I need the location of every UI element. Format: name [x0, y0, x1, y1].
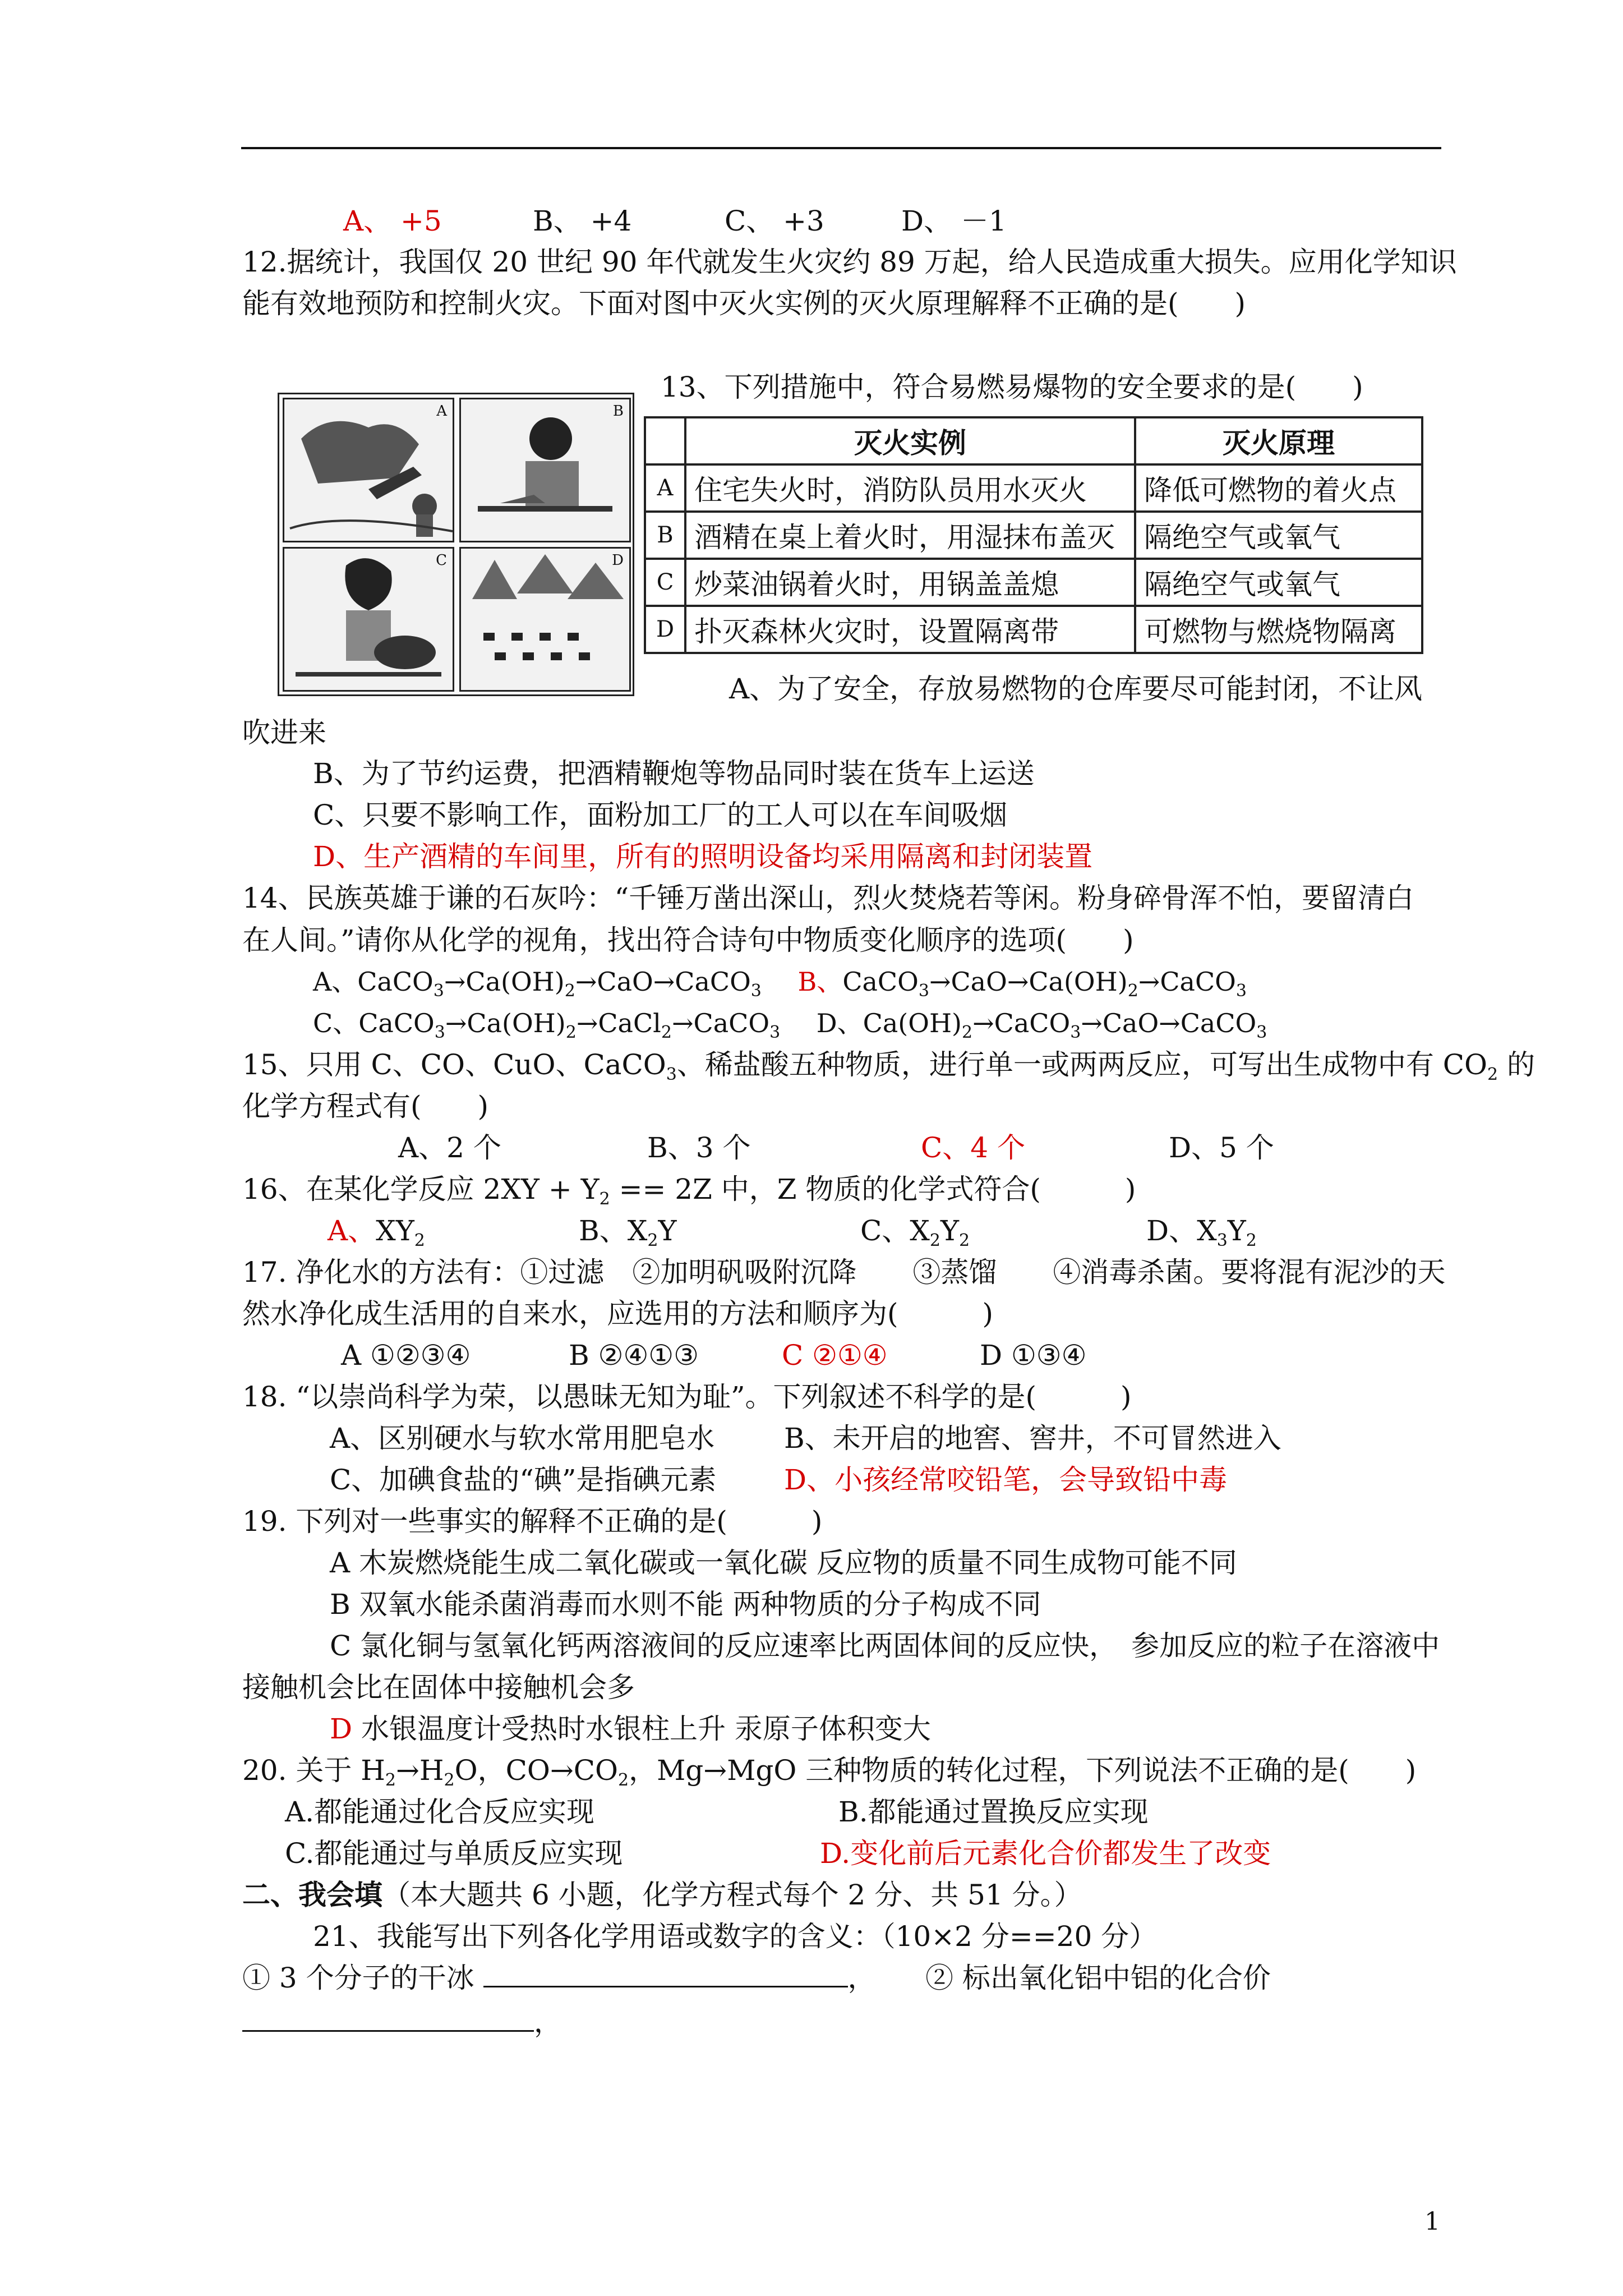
q11-option-a: A、 +5 — [343, 205, 442, 237]
q15-line-1: 15、只用 C、CO、CuO、CaCO$_3$、稀盐酸五种物质，进行单一或两两反应，可写出生成物中有 $CO_2$ 的 — [242, 1048, 1536, 1084]
q14-options-ab: A、$CaCO_3\to Ca(OH)_2\to CaO\to CaCO_3$ B、$CaCO_3\to CaO\to Ca(OH)_2\to CaCO_3$ — [313, 967, 1247, 1001]
q18-option-b: B、未开启的地窖、窖井，不可冒然进入 — [784, 1422, 1281, 1455]
firefighter-illustration — [284, 399, 453, 541]
q14-options-cd — [313, 1006, 1267, 1040]
q20-option-a: A.都能通过化合反应实现 — [285, 1796, 595, 1828]
fire-principle-table — [644, 416, 1423, 654]
q19-option-c-cont: 接触机会比在固体中接触机会多 — [242, 1671, 635, 1704]
q11-option-b: B、 +4 — [533, 205, 632, 237]
q14-option-d: D、$Ca(OH)_2\to CaCO_3\to CaO\to CaCO_3$ — [816, 1008, 1267, 1042]
q12-line-2: 能有效地预防和控制火灾。下面对图中灭火实例的灭火原理解释不正确的是( ) — [242, 287, 1246, 320]
q17-line-2: 然水净化成生活用的自来水，应选用的方法和顺序为( ) — [242, 1297, 994, 1330]
q14-option-c: C、$CaCO_3\to Ca(OH)_2\to CaCl_2\to CaCO_3$ — [313, 1008, 781, 1042]
q19-stem: 19. 下列对一些事实的解释不正确的是( ) — [242, 1505, 823, 1538]
q15-option-c: C、4 个 — [921, 1131, 1025, 1164]
q14-line-1: 14、民族英雄于谦的石灰吟：“千锤万凿出深山，烈火焚烧若等闲。粉身碎骨浑不怕，要留清白 — [242, 882, 1414, 914]
q21-item-2-blank-line: ， — [242, 2005, 562, 2039]
q20-option-c: C.都能通过与单质反应实现 — [285, 1837, 623, 1870]
picture-firefighter: A — [283, 398, 454, 542]
q13-option-c: C、只要不影响工作，面粉加工厂的工人可以在车间吸烟 — [313, 799, 1008, 831]
q16-option-d: D、$X_3Y_2$ — [1146, 1214, 1257, 1250]
q18-option-d: D、小孩经常咬铅笔，会导致铅中毒 — [784, 1464, 1228, 1496]
q17-option-d: D ①③④ — [980, 1339, 1087, 1372]
q16-stem: 16、在某化学反应 $2XY + Y_2 == 2Z$ 中，Z 物质的化学式符合( ) — [242, 1173, 1136, 1209]
q17-line-1: 17. 净化水的方法有：①过滤 ②加明矾吸附沉降 ③蒸馏 ④消毒杀菌。要将混有泥沙的天 — [242, 1256, 1446, 1289]
q13-option-a: A、为了安全，存放易燃物的仓库要尽可能封闭，不让风 — [729, 673, 1423, 705]
q15-option-d: D、5 个 — [1169, 1131, 1274, 1164]
q20-stem: 20. 关于 $H_2\to H_2O$，$CO\to CO_2$，Mg→MgO 三种物质的转化过程，下列说法不正确的是( ) — [242, 1754, 1417, 1790]
q14-option-b: B、 — [797, 967, 843, 997]
page-number: 1 — [1424, 2207, 1440, 2236]
col-header-principle: 灭火原理 — [1135, 417, 1422, 464]
q16-option-c: C、$X_2Y_2$ — [860, 1214, 970, 1250]
q21-stem: 21、我能写出下列各化学用语或数字的含义：（10×2 分==20 分） — [313, 1920, 1158, 1953]
q19-option-c: C 氯化铜与氢氧化钙两溶液间的反应速率比两固体间的反应快， 参加反应的粒子在溶液中 — [330, 1630, 1440, 1662]
table-row: A 住宅失火时，消防队员用水灭火 降低可燃物的着火点 — [645, 464, 1422, 512]
table-row: B 酒精在桌上着火时，用湿抹布盖灭 隔绝空气或氧气 — [645, 512, 1422, 559]
q16-option-b: B、$X_2Y$ — [579, 1214, 677, 1250]
q21-item-2: ② 标出氧化铝中铝的化合价 — [925, 1962, 1271, 1994]
q16-option-a: A、$XY_2$ — [328, 1214, 425, 1250]
q20-option-b: B.都能通过置换反应实现 — [838, 1796, 1149, 1828]
picture-girl-pot: C — [283, 547, 454, 692]
q15-line-2: 化学方程式有( ) — [242, 1090, 489, 1122]
boy-illustration — [461, 399, 629, 541]
q20-option-d: D.变化前后元素化合价都发生了改变 — [820, 1837, 1271, 1870]
table-row: D 扑灭森林火灾时，设置隔离带 可燃物与燃烧物隔离 — [645, 606, 1422, 653]
section-2-heading — [242, 1878, 1082, 1912]
table-header-row — [645, 417, 1422, 464]
q12-line-1: 12.据统计，我国仅 20 世纪 90 年代就发生火灾约 89 万起，给人民造成重大损失。应用化学知识 — [242, 246, 1457, 278]
q14-option-a: A、$CaCO_3\to Ca(OH)_2\to CaO\to CaCO_3$ — [313, 967, 762, 1001]
q11-option-d: D、 －1 — [901, 205, 1007, 237]
q13-stem: 13、下列措施中，符合易燃易爆物的安全要求的是( ) — [661, 371, 1363, 403]
q19-option-d: D 水银温度计受热时水银柱上升 汞原子体积变大 — [330, 1713, 931, 1745]
q18-stem: 18. “以崇尚科学为荣，以愚昧无知为耻”。下列叙述不科学的是( ) — [242, 1381, 1132, 1413]
q15-option-b: B、3 个 — [647, 1131, 751, 1164]
table-row: C 炒菜油锅着火时，用锅盖盖熄 隔绝空气或氧气 — [645, 559, 1422, 606]
answer-blank-1[interactable] — [483, 1961, 848, 1987]
section-2-desc: （本大题共 6 小题，化学方程式每个 2 分、共 51 分。） — [382, 1879, 1082, 1911]
q11-option-c: C、 +3 — [725, 205, 824, 237]
q13-option-d: D、生产酒精的车间里，所有的照明设备均采用隔离和封闭装置 — [313, 840, 1093, 873]
q17-option-c: C ②①④ — [782, 1339, 888, 1372]
q17-option-a: A ①②③④ — [341, 1339, 471, 1372]
section-2-title: 二、我会填 — [242, 1878, 382, 1911]
picture-boy-table: B — [459, 398, 631, 542]
forest-illustration — [461, 549, 629, 690]
fire-figure — [278, 393, 634, 696]
q18-option-c: C、加碘食盐的“碘”是指碘元素 — [330, 1464, 717, 1496]
q13-option-b: B、为了节约运费，把酒精鞭炮等物品同时装在货车上运送 — [313, 757, 1035, 790]
col-header-example: 灭火实例 — [685, 417, 1135, 464]
q15-option-a: A、2 个 — [398, 1131, 501, 1164]
girl-illustration — [284, 549, 453, 690]
q19-option-b: B 双氧水能杀菌消毒而水则不能 两种物质的分子构成不同 — [330, 1588, 1041, 1621]
answer-blank-2[interactable] — [242, 2005, 534, 2032]
q19-option-a: A 木炭燃烧能生成二氧化碳或一氧化碳 反应物的质量不同生成物可能不同 — [330, 1547, 1237, 1579]
header-rule — [241, 147, 1441, 149]
q13-option-a-cont: 吹进来 — [242, 716, 326, 749]
q21-item-1: ① 3 个分子的干冰 ， ② 标出氧化铝中铝的化合价 — [242, 1962, 1271, 1994]
q18-option-a: A、区别硬水与软水常用肥皂水 — [330, 1422, 715, 1455]
q14-line-2: 在人间。”请你从化学的视角，找出符合诗句中物质变化顺序的选项( ) — [242, 924, 1134, 956]
picture-forest: D — [459, 547, 631, 692]
q17-option-b: B ②④①③ — [569, 1339, 699, 1372]
